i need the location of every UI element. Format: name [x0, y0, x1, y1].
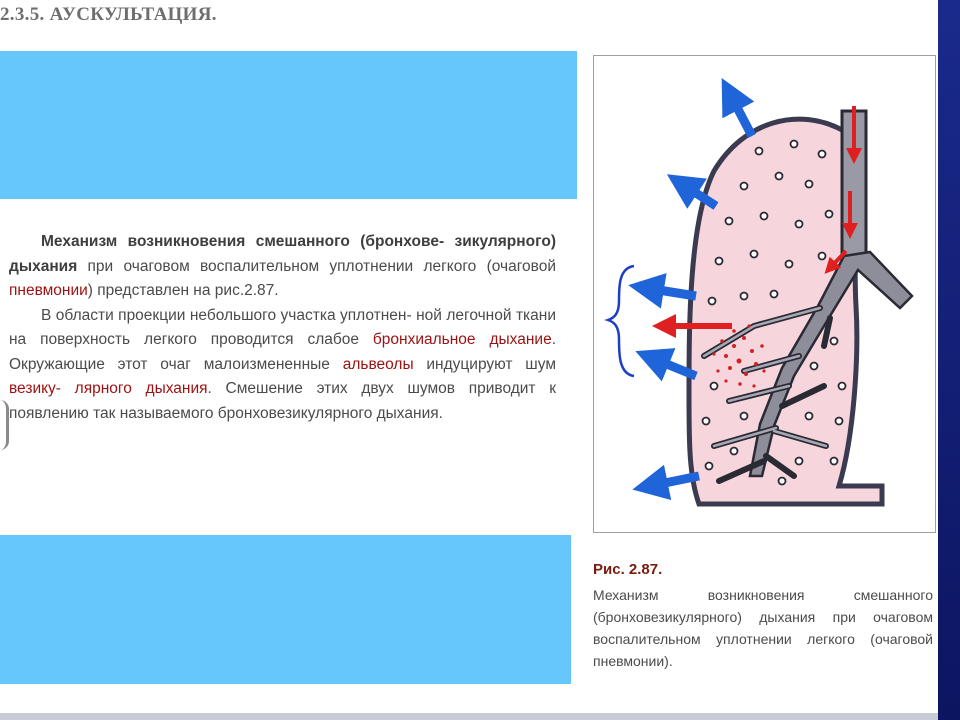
- paragraph1-text-a: при очаговом воспалительном уплотнении легкого (очаговой: [77, 257, 556, 275]
- paragraph-bold-lead: Механизм возникновения смешанного (бронхове- зикулярного) дыхания: [9, 233, 556, 275]
- slide-bottom-rule: [0, 713, 938, 720]
- paragraph2-text-d: . Смешение этих двух шумов приводит к появлению так называемого бронховезикулярного дыхания.: [9, 380, 557, 422]
- body-text: [9, 230, 556, 426]
- paragraph-projection: [9, 304, 556, 427]
- paragraph2-text-c: индуцируют шум: [413, 355, 556, 373]
- edge-bracket-icon: [0, 400, 9, 450]
- figure-caption-text: Механизм возникновения смешанного (бронховезикулярного) дыхания при очаговом воспалительном уплотнении легкого (очаговой пневмонии).: [593, 587, 933, 669]
- section-title: 2.3.5. АУСКУЛЬТАЦИЯ.: [0, 4, 217, 25]
- figure-caption-title: Рис. 2.87.: [593, 561, 663, 578]
- lung-diagram: [594, 56, 935, 532]
- left-brace: [608, 266, 634, 376]
- figure-lung-illustration: [593, 55, 936, 533]
- keyword-pneumonia: пневмонии: [9, 282, 88, 299]
- keyword-alveoli: альвеолы: [342, 355, 414, 373]
- paragraph2-text-a: В области проекции небольшого участка уплотнен- ной легочной ткани на поверхность легкого проводится слабое: [9, 306, 556, 348]
- paragraph1-text-b: ) представлен на рис.2.87.: [87, 282, 279, 299]
- highlight-box-bottom: [0, 535, 571, 684]
- keyword-bronchial-breathing: бронхиальное дыхание: [372, 331, 552, 348]
- paragraph2-text-b: . Окружающие этот очаг малоизмененные: [9, 331, 557, 373]
- paragraph-mechanism: [9, 230, 556, 304]
- keyword-vesicular-breathing: везику- лярного дыхания: [9, 380, 208, 397]
- highlight-box-top: [0, 51, 577, 199]
- slide-side-bar: [938, 0, 960, 720]
